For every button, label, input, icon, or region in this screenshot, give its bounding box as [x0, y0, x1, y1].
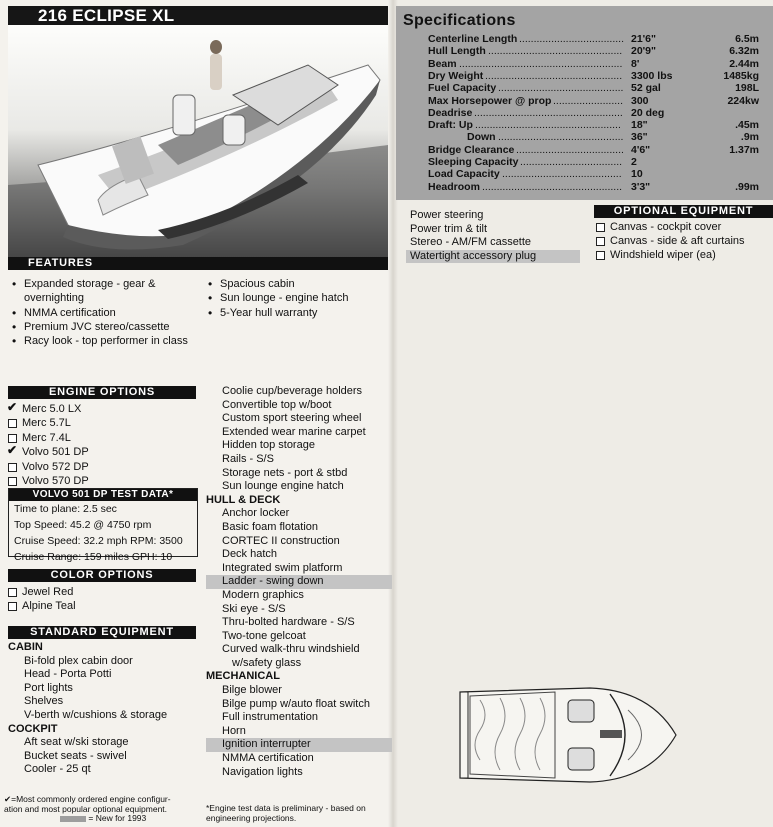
color-option[interactable]: Alpine Teal — [8, 599, 196, 613]
spec-imperial-value: 18" — [631, 119, 648, 132]
feature-item: • Racy look - top performer in class — [12, 334, 192, 348]
color-options-list — [8, 585, 196, 614]
boat-photo — [8, 25, 388, 257]
equipment-item: Extended wear marine carpet — [222, 425, 366, 438]
specifications-heading: Specifications — [403, 12, 516, 29]
equipment-item: V-berth w/cushions & storage — [24, 708, 168, 721]
spec-metric-value: 1485kg — [723, 69, 759, 82]
spec-leader-dots: ........................................... — [498, 131, 624, 144]
spec-metric-value: 6.5m — [735, 33, 759, 45]
spec-leader-dots: ......................................... — [502, 168, 622, 181]
test-data-heading: VOLVO 501 DP TEST DATA* — [9, 489, 197, 501]
model-title: 216 ECLIPSE XL — [8, 6, 388, 25]
engine-options-heading: ENGINE OPTIONS — [8, 386, 196, 399]
equipment-item: NMMA certification — [222, 752, 314, 765]
spec-imperial-value: 4'6" — [631, 143, 651, 156]
features-heading: FEATURES — [8, 257, 388, 270]
mechanical-continued — [410, 209, 580, 263]
equipment-item: Two-tone gelcoat — [222, 629, 306, 642]
equipment-item: CORTEC II construction — [222, 534, 340, 547]
spec-metric-value: 1.37m — [729, 143, 759, 156]
equipment-item: Anchor locker — [222, 507, 290, 520]
equipment-item: Bilge pump w/auto float switch — [222, 697, 370, 710]
equipment-item: Horn — [222, 724, 246, 737]
spec-imperial-value: 3'3" — [631, 180, 651, 193]
optional-item[interactable]: Canvas - side & aft curtains — [596, 234, 772, 248]
test-data-row: Top Speed: 45.2 @ 4750 rpm — [14, 519, 152, 531]
checkbox-icon — [8, 588, 17, 597]
equipment-item: Power steering — [410, 209, 484, 221]
equipment-item: Rails - S/S — [222, 452, 274, 465]
spec-label: Down — [467, 131, 496, 144]
spec-imperial-value: 2 — [631, 156, 637, 168]
equipment-item: Hidden top storage — [222, 439, 315, 452]
spec-metric-value: .9m — [740, 131, 759, 144]
engine-option[interactable]: ✔ Volvo 501 DP — [7, 443, 89, 459]
spec-leader-dots: ..................................... — [516, 143, 624, 156]
spec-label: Dry Weight — [428, 69, 484, 82]
equipment-item: Ski eye - S/S — [222, 602, 286, 615]
spec-leader-dots: .................................... — [519, 33, 625, 45]
spec-label: Centerline Length — [428, 33, 518, 45]
spec-leader-dots: ............................................... — [485, 69, 623, 82]
category-mechanical: MECHANICAL — [206, 670, 280, 683]
spec-imperial-value: 20'9" — [631, 45, 656, 58]
spec-metric-value: .45m — [735, 119, 759, 132]
spec-leader-dots: ................................... — [520, 156, 623, 168]
optional-equipment-heading: OPTIONAL EQUIPMENT — [594, 205, 773, 218]
spec-metric-value: 6.32m — [729, 45, 759, 58]
checkbox-icon — [8, 434, 17, 443]
equipment-item: Storage nets - port & stbd — [222, 466, 348, 479]
equipment-item-new: Ignition interrupter — [206, 738, 392, 752]
equipment-item: Shelves — [24, 695, 64, 708]
checkbox-icon — [596, 251, 605, 260]
footnote-line: ation and most popular optional equipment. — [4, 803, 168, 814]
spec-leader-dots: ........................................... — [498, 82, 624, 95]
equipment-item: Navigation lights — [222, 765, 303, 778]
feature-item: • Premium JVC stereo/cassette — [12, 320, 192, 334]
equipment-item: Port lights — [24, 681, 73, 694]
equipment-item-new: Watertight accessory plug — [406, 250, 580, 264]
boat-top-view-drawing — [450, 680, 680, 790]
spec-imperial-value: 36" — [631, 131, 648, 144]
spec-imperial-value: 300 — [631, 94, 649, 107]
spec-imperial-value: 21'6" — [631, 33, 656, 45]
test-data-box — [8, 488, 198, 563]
feature-item: • Spacious cabin — [208, 277, 388, 291]
features-list-1 — [12, 277, 192, 348]
spec-imperial-value: 10 — [631, 168, 643, 181]
spec-leader-dots: ................................................ — [482, 180, 623, 193]
spec-label: Load Capacity — [428, 168, 500, 181]
checkbox-icon — [596, 237, 605, 246]
footnote-new-line: = New for 1993 — [4, 814, 200, 824]
equipment-item: Thru-bolted hardware - S/S — [222, 616, 355, 629]
test-data-row: Cruise Speed: 32.2 mph RPM: 3500 — [14, 535, 183, 547]
standard-equipment-col2 — [206, 385, 392, 779]
check-icon: ✔ — [7, 400, 18, 414]
spec-label: Beam — [428, 57, 457, 70]
optional-equipment-list — [596, 220, 772, 262]
equipment-item: Bucket seats - swivel — [24, 749, 127, 762]
feature-item: • 5-Year hull warranty — [208, 306, 388, 320]
equipment-item: Curved walk-thru windshield — [222, 643, 360, 656]
optional-item[interactable]: Canvas - cockpit cover — [596, 220, 772, 234]
spec-leader-dots: .................................................. — [475, 119, 621, 132]
engine-option[interactable]: Merc 7.4L — [8, 431, 196, 445]
test-data-row: Time to plane: 2.5 sec — [14, 503, 117, 515]
optional-item[interactable]: Windshield wiper (ea) — [596, 248, 772, 262]
spec-label: Hull Length — [428, 45, 486, 58]
equipment-item: Convertible top w/boot — [222, 398, 332, 411]
category-cabin: CABIN — [8, 641, 43, 653]
footnote-line: *Engine test data is preliminary - based on — [206, 803, 366, 813]
engine-options-list — [8, 402, 196, 488]
checkbox-icon — [8, 477, 17, 486]
footnote-left — [4, 795, 200, 824]
footnote-line: engineering projections. — [206, 812, 297, 823]
equipment-item: Bi-fold plex cabin door — [24, 654, 133, 667]
spec-label: Draft: Up — [428, 119, 473, 132]
checkbox-icon — [8, 463, 17, 472]
checkbox-icon — [8, 602, 17, 611]
spec-leader-dots: .............................................. — [488, 45, 623, 58]
spec-imperial-value: 52 gal — [631, 82, 661, 95]
equipment-item: Power trim & tilt — [410, 222, 488, 235]
equipment-item-new: Ladder - swing down — [206, 575, 392, 589]
spec-label: Sleeping Capacity — [428, 156, 519, 168]
color-option[interactable]: Jewel Red — [8, 585, 196, 599]
checkbox-icon — [8, 419, 17, 428]
equipment-item: Full instrumentation — [222, 711, 318, 724]
spec-leader-dots: ................................................... — [474, 106, 623, 119]
standard-equipment-heading: STANDARD EQUIPMENT — [8, 626, 196, 639]
equipment-item: Bilge blower — [222, 684, 282, 697]
spec-metric-value: 224kw — [727, 94, 759, 107]
color-options-heading: COLOR OPTIONS — [8, 569, 196, 582]
feature-item: • Expanded storage - gear & overnighting — [12, 277, 192, 306]
test-data-row: Cruise Range: 159 miles GPH: 10 — [14, 551, 173, 563]
features-list-2 — [208, 277, 388, 320]
engine-option[interactable]: ✔ Merc 5.0 LX — [7, 400, 82, 415]
standard-equipment-col1 — [8, 641, 200, 777]
spec-imperial-value: 20 deg — [631, 106, 665, 119]
spec-label: Max Horsepower @ prop — [428, 94, 552, 107]
spec-imperial-value: 3300 lbs — [631, 69, 673, 82]
spec-label: Bridge Clearance — [428, 143, 515, 156]
equipment-item: Basic foam flotation — [222, 520, 318, 533]
engine-option[interactable]: Merc 5.7L — [8, 416, 196, 430]
spec-metric-value: .99m — [735, 180, 759, 193]
engine-option[interactable]: Volvo 570 DP — [8, 474, 196, 488]
footnote-line: ✔=Most commonly ordered engine configur- — [4, 794, 171, 804]
checkbox-icon — [596, 223, 605, 232]
equipment-item: Custom sport steering wheel — [222, 412, 362, 425]
spec-label: Fuel Capacity — [428, 82, 497, 95]
equipment-item: Aft seat w/ski storage — [24, 736, 129, 749]
spec-imperial-value: 8' — [631, 57, 640, 70]
spec-metric-value: 2.44m — [729, 57, 759, 70]
equipment-item: Head - Porta Potti — [24, 668, 112, 681]
spec-leader-dots: ........................ — [553, 94, 624, 107]
spec-leader-dots: ........................................................ — [459, 57, 623, 70]
engine-option[interactable]: Volvo 572 DP — [8, 460, 196, 474]
spec-label: Headroom — [428, 180, 480, 193]
equipment-item: Sun lounge engine hatch — [222, 480, 344, 493]
equipment-item: Cooler - 25 qt — [24, 763, 91, 776]
category-cockpit: COCKPIT — [8, 722, 58, 735]
check-icon: ✔ — [7, 443, 18, 458]
equipment-item: w/safety glass — [232, 656, 302, 669]
equipment-item: Coolie cup/beverage holders — [222, 385, 363, 397]
equipment-item: Deck hatch — [222, 548, 278, 561]
footnote-right — [206, 804, 392, 823]
new-marker-swatch — [60, 816, 86, 822]
equipment-item: Modern graphics — [222, 588, 304, 601]
spec-label: Deadrise — [428, 106, 473, 119]
category-hull-deck: HULL & DECK — [206, 493, 281, 506]
spec-metric-value: 198L — [735, 82, 759, 95]
equipment-item: Integrated swim platform — [222, 561, 343, 574]
equipment-item: Stereo - AM/FM cassette — [410, 236, 532, 249]
feature-item: • Sun lounge - engine hatch — [208, 291, 388, 305]
feature-item: • NMMA certification — [12, 306, 192, 320]
